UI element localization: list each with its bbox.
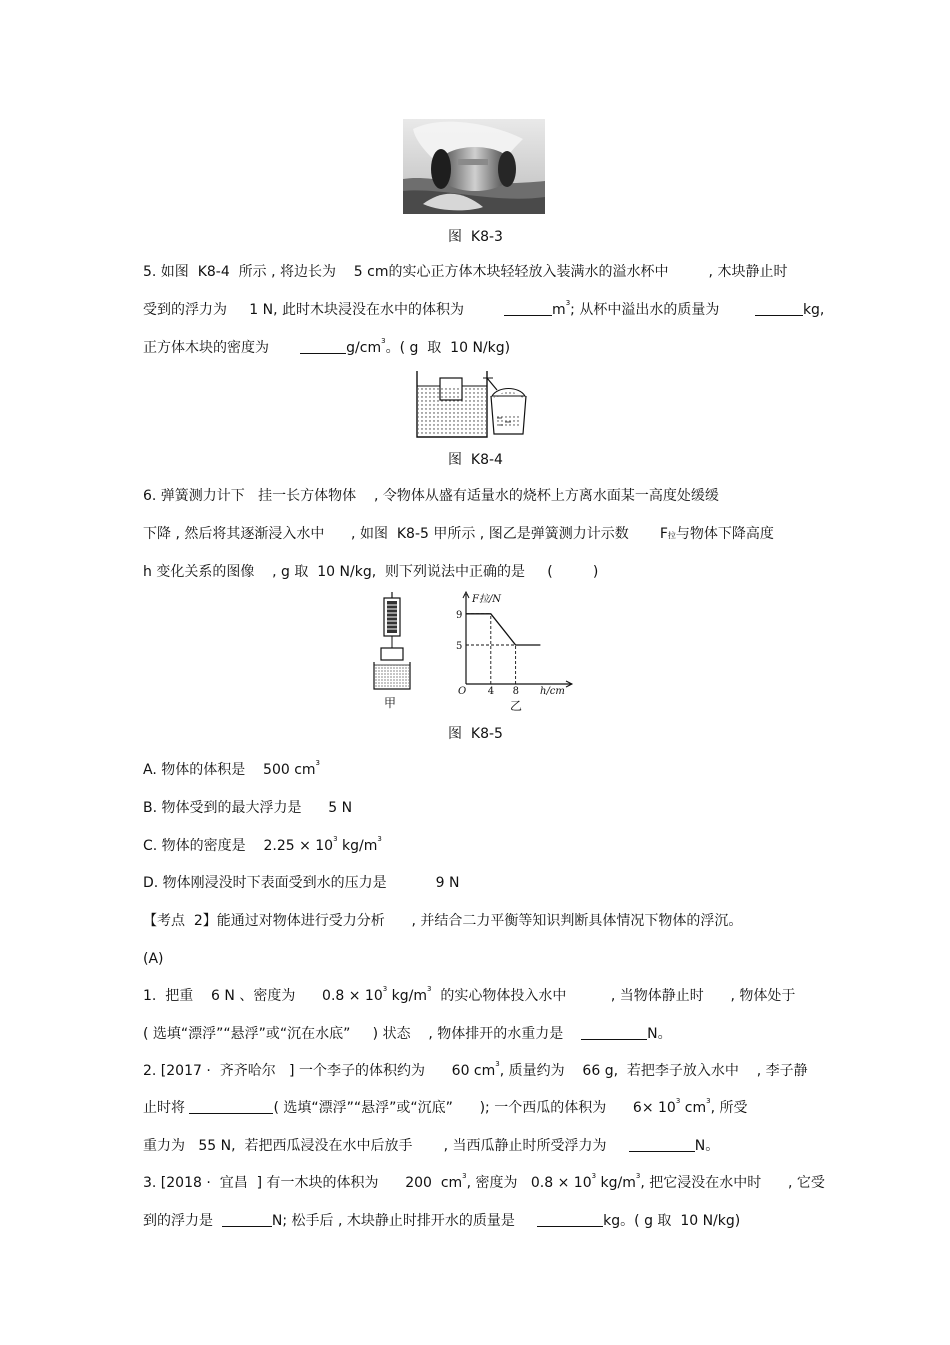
x-axis-label: h/cm [540, 686, 565, 697]
y-axis-label: F拉/N [472, 594, 502, 605]
answer-blank[interactable] [222, 1212, 272, 1227]
answer-blank[interactable] [504, 301, 552, 316]
figure-k8-5-label-yi: 乙 [510, 699, 523, 713]
x-tick-label: 8 [512, 686, 519, 697]
q5-line-3: 正方体木块的密度为 $g/cm^3$。( g 取 10 N/kg) [143, 337, 511, 356]
answer-blank[interactable] [581, 1025, 647, 1040]
option-c[interactable]: C. 物体的密度是 $2.25 \times 10^3$ $kg/m^3$ [143, 835, 382, 854]
figure-k8-5-graph [450, 588, 580, 708]
series-line [466, 614, 540, 645]
figure-k8-4-diagram [413, 368, 535, 440]
p3-line-1: 3. [2018 · 宜昌 ] 有一木块的体积为 200 $cm^3$, 密度为 $0.8 \times 10^3$ $kg/m^3$, 把它浸没在水中时 , 它受 [143, 1172, 825, 1191]
figure-k8-5-label-jia: 甲 [384, 696, 397, 710]
origin-label: O [458, 686, 467, 697]
q6-line-3: h 变化关系的图像 , g 取 10 N/kg, 则下列说法中正确的是 ( ) [143, 564, 599, 580]
figure-k8-5-apparatus [372, 592, 412, 690]
q6-line-2: 下降 , 然后将其逐渐浸入水中 , 如图 K8-5 甲所示 , 图乙是弹簧测力计示数 F拉与物体下降高度 [143, 526, 774, 542]
p3-line-2: 到的浮力是 N; 松手后 , 木块静止时排开水的质量是 kg。( g 取 10 N/kg) [143, 1213, 741, 1229]
figure-k8-5-caption: 图 K8-5 [448, 726, 503, 742]
option-b[interactable]: B. 物体受到的最大浮力是 5 N [143, 800, 353, 816]
x-tick-label: 4 [487, 686, 495, 697]
p1-line-2: ( 选填“漂浮”“悬浮”或“沉在水底” ) 状态 , 物体排开的水重力是 N。 [143, 1026, 672, 1042]
figure-k8-3-caption: 图 K8-3 [448, 229, 503, 245]
q6-line-1: 6. 弹簧测力计下 挂一长方体物体 , 令物体从盛有适量水的烧杯上方离水面某一高度处缓缓 [143, 488, 719, 504]
q5-text: 受到的浮力为 1 N, 此时木块浸没在水中的体积为 [143, 302, 464, 318]
answer-blank[interactable] [537, 1212, 603, 1227]
p2-line-3: 重力为 55 N, 若把西瓜浸没在水中后放手 , 当西瓜静止时所受浮力为 N。 [143, 1138, 720, 1154]
p2-line-2: 止时将 ( 选填“漂浮”“悬浮”或“沉底” ); 一个西瓜的体积为 $6\times 10^3$ $cm^3$, 所受 [143, 1097, 748, 1116]
point2-heading: 【考点 2】能通过对物体进行受力分析 , 并结合二力平衡等知识判断具体情况下物体的浮沉。 [143, 913, 743, 929]
point2-tag: (A) [143, 951, 164, 967]
q5-line-2: 受到的浮力为 1 N, 此时木块浸没在水中的体积为 $m^3$; 从杯中溢出水的质量为 kg, [143, 299, 825, 318]
q5-line-1: 5. 如图 K8-4 所示 , 将边长为 5 cm的实心正方体木块轻轻放入装满水的溢水杯中 , 木块静止时 [143, 264, 788, 280]
answer-blank[interactable] [189, 1099, 273, 1114]
p2-line-1: 2. [2017 · 齐齐哈尔 ] 一个李子的体积约为 60 $cm^3$, 质量约为 66 g, 若把李子放入水中 , 李子静 [143, 1060, 808, 1079]
answer-blank[interactable] [629, 1137, 695, 1152]
answer-blank[interactable] [755, 301, 803, 316]
y-tick-label: 9 [456, 609, 463, 621]
y-tick-label: 5 [456, 641, 463, 652]
p1-line-1: 1. 把重 6 N 、密度为 $0.8 \times 10^3$ $kg/m^3$ 的实心物体投入水中 , 当物体静止时 , 物体处于 [143, 985, 796, 1004]
option-a[interactable]: A. 物体的体积是 500 $cm^3$ [143, 759, 321, 778]
answer-blank[interactable] [300, 339, 346, 354]
option-d[interactable]: D. 物体刚浸没时下表面受到水的压力是 9 N [143, 875, 460, 891]
figure-k8-3-photo [403, 119, 545, 214]
figure-k8-4-caption: 图 K8-4 [448, 452, 503, 468]
